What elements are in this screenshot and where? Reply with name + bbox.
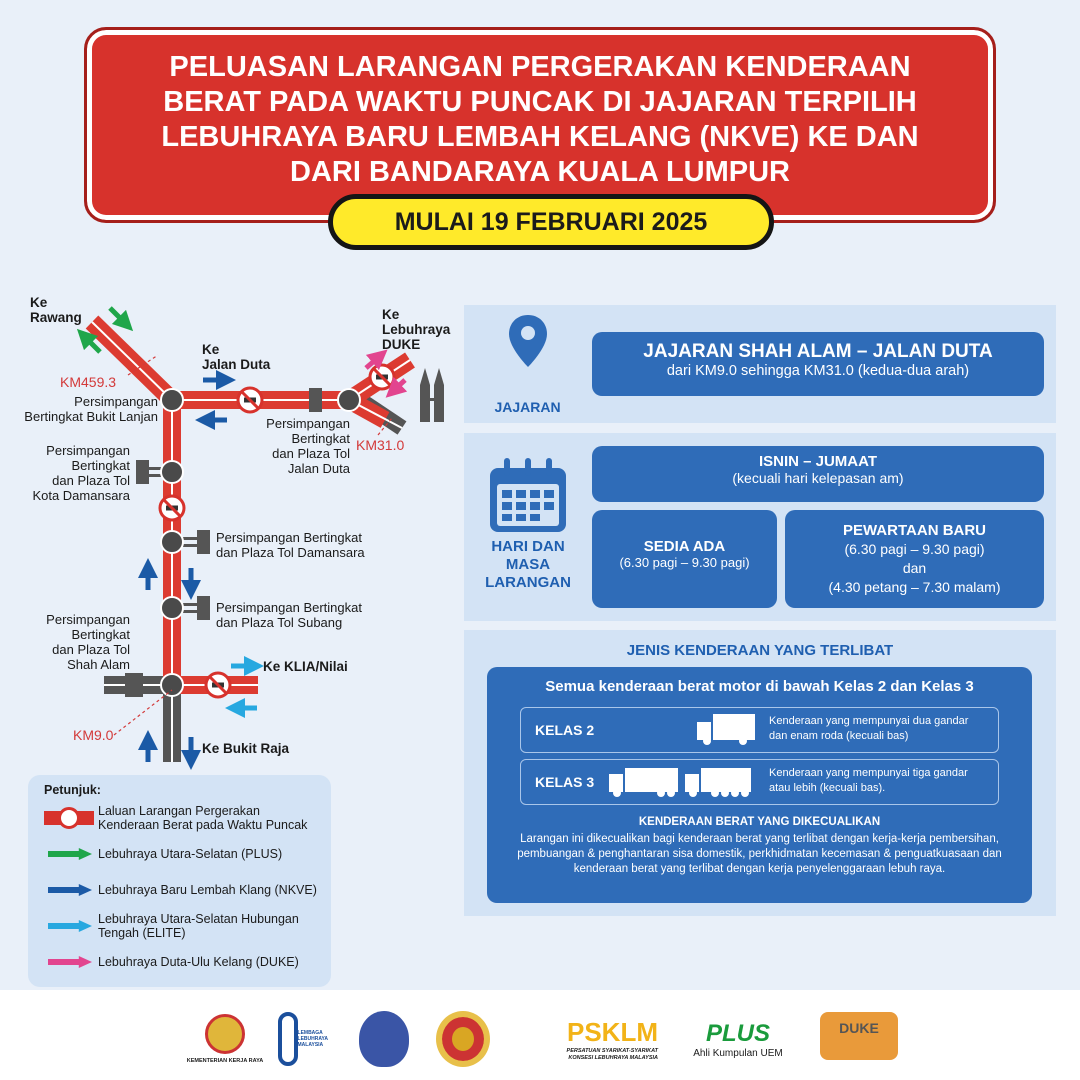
- truck-icon: [609, 766, 759, 798]
- jenis-heading: Semua kenderaan berat motor di bawah Kelas 2 dan Kelas 3: [545, 678, 974, 695]
- nkve-arrow-icon: [48, 884, 92, 896]
- duke-arrow-icon: [393, 380, 405, 391]
- days-box: [592, 446, 1044, 502]
- label-ke-klia: Ke KLIA/Nilai: [263, 659, 348, 674]
- duke-arrow-icon: [48, 956, 92, 968]
- sedia-ada-time: (6.30 pagi – 9.30 pagi): [619, 555, 750, 570]
- restricted-roads: [92, 322, 410, 685]
- legend-item: [44, 947, 321, 977]
- location-pin-icon: [507, 313, 549, 369]
- km-marker: KM31.0: [356, 437, 405, 453]
- label-kota-damansara: Persimpangan Bertingkat dan Plaza Tol Kota Damansara: [32, 443, 130, 503]
- psklm-logo: PSKLM PERSATUAN SYARIKAT-SYARIKAT KONSESI LEBUHRAYA MALAYSIA: [566, 1016, 658, 1061]
- days-text: ISNIN – JUMAAT: [758, 453, 878, 470]
- label-ke-rawang: Ke Rawang: [30, 295, 82, 325]
- title-line: PELUASAN LARANGAN PERGERAKAN KENDERAAN: [169, 51, 911, 83]
- kelas-3-label: KELAS 3: [535, 774, 595, 790]
- baru-title: PEWARTAAN BARU: [842, 522, 987, 539]
- label-bukit-lanjan: Persimpangan Bertingkat Bukit Lanjan: [24, 394, 158, 424]
- plus-logo: PLUS Ahli Kumpulan UEM: [693, 1019, 783, 1059]
- legend-title: Petunjuk:: [44, 783, 101, 797]
- legend-item: [44, 803, 321, 833]
- coat-of-arms-icon: [205, 1014, 245, 1054]
- jajaran-box: [592, 332, 1044, 396]
- plus-arrow-icon: [110, 308, 126, 324]
- km-marker: KM459.3: [60, 374, 117, 390]
- jajaran-title: JAJARAN SHAH ALAM – JALAN DUTA: [643, 341, 993, 362]
- klcc-towers-icon: [420, 368, 444, 422]
- baru-and: dan: [902, 560, 927, 576]
- legend-label: Laluan Larangan Pergerakan Kenderaan Berat pada Waktu Puncak: [98, 804, 308, 832]
- legend-label: Lebuhraya Duta-Ulu Kelang (DUKE): [98, 955, 299, 969]
- kelas-2-label: KELAS 2: [535, 722, 595, 738]
- kkr-logo: KEMENTERIAN KERJA RAYA: [185, 1010, 265, 1068]
- restricted-route-icon: [44, 803, 98, 833]
- duke-logo: DUKE: [820, 1012, 898, 1060]
- legend-item: [44, 875, 321, 905]
- legend-label: Lebuhraya Baru Lembah Klang (NKVE): [98, 883, 317, 897]
- jenis-title: JENIS KENDERAAN YANG TERLIBAT: [626, 642, 894, 659]
- title-line: LEBUHRAYA BARU LEMBAH KELANG (NKVE) KE DAN: [161, 121, 919, 153]
- label-ke-bukit-raja: Ke Bukit Raja: [202, 741, 290, 756]
- baru-time-evening: (4.30 petang – 7.30 malam): [828, 579, 1001, 595]
- calendar-icon: [488, 458, 568, 534]
- exempt-title: KENDERAAN BERAT YANG DIKECUALIKAN: [638, 816, 881, 828]
- kelas-3-desc: Kenderaan yang mempunyai tiga gandar atau lebih (kecuali bas).: [769, 767, 968, 794]
- sedia-ada-box: [592, 510, 777, 608]
- legend-item: [44, 839, 321, 869]
- jajaran-sub: dari KM9.0 sehingga KM31.0 (kedua-dua arah): [666, 363, 970, 379]
- truck-icon: [697, 714, 755, 746]
- plus-arrow-icon: [48, 848, 92, 860]
- kelas-2-row: [520, 707, 999, 753]
- start-date-badge: MULAI 19 FEBRUARI 2025: [328, 194, 774, 250]
- exempt-text: Larangan ini dikecualikan bagi kenderaan berat yang terlibat dengan kerja-kerja pembersihan, pembuangan & penghantaran sisa domestik, perkhidmatan kecemasan & penguatkuasaan dan kenderaan berat yang terlibat dengan kerja penyelenggaraan lebuh raya.: [517, 833, 1002, 875]
- label-ke-jalan-duta: Ke Jalan Duta: [202, 342, 271, 372]
- kelas-2-desc: Kenderaan yang mempunyai dua gandar dan enam roda (kecuali bas): [769, 715, 969, 742]
- label-damansara: Persimpangan Bertingkat dan Plaza Tol Damansara: [216, 530, 365, 560]
- label-ke-duke: Ke Lebuhraya DUKE: [382, 307, 451, 352]
- title-line: DARI BANDARAYA KUALA LUMPUR: [290, 156, 790, 188]
- llm-logo: LEMBAGA LEBUHRAYA MALAYSIA: [278, 1010, 328, 1068]
- km-marker: KM9.0: [73, 727, 114, 743]
- baru-time-morning: (6.30 pagi – 9.30 pagi): [844, 541, 985, 557]
- legend-item: [44, 911, 321, 941]
- police-logo: [355, 1010, 413, 1068]
- no-heavy-vehicle-icon: [58, 807, 80, 829]
- title-line: BERAT PADA WAKTU PUNCAK DI JAJARAN TERPILIH: [163, 86, 917, 118]
- label-jalan-duta-plaza: Persimpangan Bertingkat dan Plaza Tol Jalan Duta: [266, 416, 350, 476]
- kelas-3-row: [520, 759, 999, 805]
- label-shah-alam: Persimpangan Bertingkat dan Plaza Tol Shah Alam: [46, 612, 130, 672]
- sedia-ada-title: SEDIA ADA: [643, 538, 726, 555]
- pewartaan-baru-box: [785, 510, 1044, 608]
- legend-label: Lebuhraya Utara-Selatan (PLUS): [98, 847, 283, 861]
- days-note: (kecuali hari kelepasan am): [732, 470, 904, 486]
- elite-arrow-icon: [48, 920, 92, 932]
- jajaran-label: JAJARAN: [494, 399, 561, 415]
- jpj-logo: [432, 1010, 494, 1068]
- hari-label: HARI DAN MASA LARANGAN: [485, 538, 571, 591]
- map-legend: [28, 775, 331, 987]
- label-subang: Persimpangan Bertingkat dan Plaza Tol Subang: [216, 600, 362, 630]
- legend-label: Lebuhraya Utara-Selatan Hubungan Tengah (ELITE): [98, 912, 299, 940]
